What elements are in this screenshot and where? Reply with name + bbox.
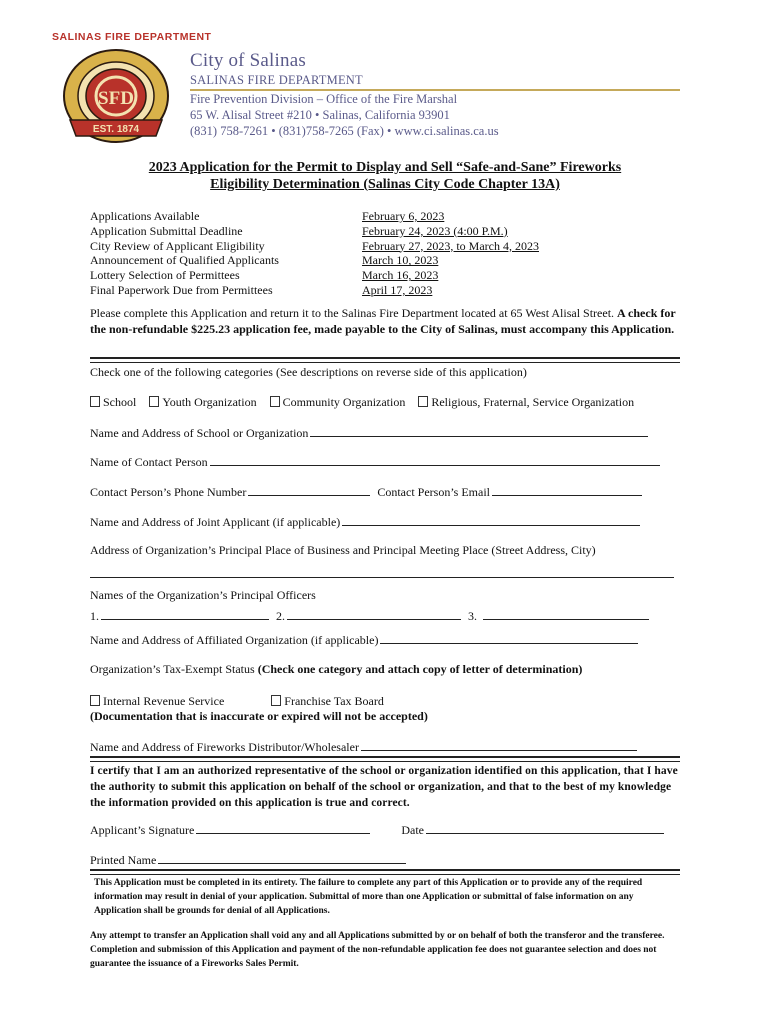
- instructions-fee-text: A check for the non-refundable $225.23 application fee, made payable to the City of Salinas, must accompany this Application.: [90, 306, 676, 336]
- department-name: SALINAS FIRE DEPARTMENT: [190, 72, 680, 91]
- tax-option-label: Internal Revenue Service: [103, 694, 225, 708]
- schedule-date: February 27, 2023, to March 4, 2023: [362, 238, 539, 253]
- address-line: 65 W. Alisal Street #210 • Salinas, California 93901: [190, 108, 450, 122]
- instructions-paragraph: [90, 305, 682, 337]
- date-label: Date: [401, 823, 424, 837]
- contact-line: (831) 758-7261 • (831)758-7265 (Fax) • www.ci.salinas.ca.us: [190, 124, 499, 138]
- principal-place-row: [90, 566, 690, 582]
- affiliated-label: Name and Address of Affiliated Organization (if applicable): [90, 633, 379, 647]
- tax-option-ftb[interactable]: [271, 694, 384, 708]
- category-option-religious[interactable]: [418, 395, 634, 409]
- email-label: Contact Person’s Email: [377, 485, 490, 499]
- schedule-date: March 16, 2023: [362, 268, 439, 283]
- section-divider: [90, 357, 680, 363]
- distributor-row: [90, 739, 690, 755]
- distributor-label: Name and Address of Fireworks Distributor/Wholesaler: [90, 740, 359, 754]
- checkbox[interactable]: [90, 695, 100, 706]
- checkbox[interactable]: [149, 396, 159, 407]
- officer-number: 1.: [90, 609, 99, 623]
- distributor-field[interactable]: [361, 739, 637, 751]
- org-name-row: [90, 425, 690, 441]
- checkbox[interactable]: [90, 396, 100, 407]
- title-line-2: Eligibility Determination (Salinas City Code Chapter 13A): [210, 177, 560, 192]
- schedule-date: March 10, 2023: [362, 253, 439, 268]
- notice-transfer: Any attempt to transfer an Application shall void any and all Applications submitted by or on behalf of both the transferor and the transferee. Completion and submission of this Application and payment of the non-refundable application fee does not guarantee selection and does not guarantee the issuance of a Fireworks Sales Permit.: [90, 931, 665, 969]
- schedule-label: Final Paperwork Due from Permittees: [90, 282, 273, 297]
- contact-name-field[interactable]: [210, 454, 660, 466]
- tax-status-instruction: (Check one category and attach copy of letter of determination): [257, 662, 583, 676]
- seal-bottom-text: EST. 1874: [92, 124, 140, 135]
- signature-row: [90, 822, 690, 838]
- seal-monogram: SFD: [98, 88, 134, 109]
- schedule-label: Lottery Selection of Permittees: [90, 268, 240, 283]
- division-line: Fire Prevention Division – Office of the Fire Marshal: [190, 92, 458, 106]
- schedule-date: February 24, 2023 (4:00 P.M.): [362, 223, 508, 238]
- checkbox[interactable]: [418, 396, 428, 407]
- principal-place-field[interactable]: [90, 566, 674, 578]
- notice-completion: This Application must be completed in its entirety. The failure to complete any part of this Application or to provide any of the required information may result in denial of your application. Submittal of more than one Application or submittal of false information on any Application shall be grounds for denial of all Applications.: [94, 878, 643, 916]
- schedule-label: City Review of Applicant Eligibility: [90, 238, 265, 253]
- letterhead: [190, 50, 680, 139]
- principal-place-label: Address of Organization’s Principal Place of Business and Principal Meeting Place (Street Address, City): [90, 543, 596, 557]
- schedule-date: February 6, 2023: [362, 209, 445, 223]
- schedule-label: Applications Available: [90, 209, 200, 223]
- category-option-youth[interactable]: [149, 395, 256, 409]
- schedule-row: [90, 239, 680, 254]
- schedule-row: [90, 268, 680, 283]
- printed-name-label: Printed Name: [90, 853, 157, 867]
- email-field[interactable]: [492, 484, 642, 496]
- contact-row: [90, 454, 690, 470]
- schedule-label: Announcement of Qualified Applicants: [90, 253, 279, 268]
- org-name-field[interactable]: [310, 425, 648, 437]
- affiliated-field[interactable]: [380, 632, 638, 644]
- category-label: Religious, Fraternal, Service Organization: [431, 395, 635, 409]
- schedule-table: [90, 209, 680, 298]
- officer-3-field[interactable]: [483, 608, 649, 620]
- seal-top-text: SALINAS FIRE DEPARTMENT: [52, 31, 212, 43]
- schedule-row: [90, 209, 680, 224]
- officer-2-field[interactable]: [287, 608, 461, 620]
- tax-status-row: [90, 662, 690, 677]
- tax-note: (Documentation that is inaccurate or expired will not be accepted): [90, 709, 428, 723]
- category-option-school[interactable]: [90, 395, 136, 409]
- tax-option-label: Franchise Tax Board: [284, 694, 384, 708]
- category-label: Youth Organization: [162, 395, 257, 409]
- joint-applicant-row: [90, 514, 690, 530]
- section-divider: [90, 756, 680, 762]
- officers-row: [90, 608, 690, 624]
- page-title: [90, 159, 680, 193]
- category-prompt: Check one of the following categories (See descriptions on reverse side of this application): [90, 365, 527, 379]
- officer-1-field[interactable]: [101, 608, 269, 620]
- schedule-row: [90, 253, 680, 268]
- category-label: Community Organization: [282, 395, 406, 409]
- officer-number: 2.: [276, 609, 285, 623]
- date-field[interactable]: [426, 822, 664, 834]
- category-label: School: [103, 395, 137, 409]
- tax-options: [90, 694, 690, 709]
- joint-applicant-field[interactable]: [342, 514, 640, 526]
- category-options: [90, 395, 690, 410]
- title-line-1: 2023 Application for the Permit to Display and Sell “Safe-and-Sane” Fireworks: [148, 160, 622, 175]
- tax-option-irs[interactable]: [90, 694, 224, 708]
- officer-number: 3.: [468, 609, 477, 623]
- officers-label: Names of the Organization’s Principal Officers: [90, 588, 316, 602]
- joint-applicant-label: Name and Address of Joint Applicant (if applicable): [90, 515, 341, 529]
- org-name-label: Name and Address of School or Organization: [90, 426, 309, 440]
- fire-department-seal-icon: [52, 31, 212, 148]
- schedule-label: Application Submittal Deadline: [90, 223, 243, 238]
- contact-label: Name of Contact Person: [90, 455, 208, 469]
- category-option-community[interactable]: [270, 395, 406, 409]
- signature-label: Applicant’s Signature: [90, 823, 195, 837]
- printed-name-field[interactable]: [158, 852, 406, 864]
- schedule-row: [90, 283, 680, 298]
- section-divider: [90, 869, 680, 875]
- certification-statement: I certify that I am an authorized representative of the school or organization identified on this application, that I have the authority to submit this application on behalf of the school or organization, and that to the best of my knowledge the information provided on this application is true and correct.: [90, 765, 678, 809]
- affiliated-row: [90, 632, 690, 648]
- phone-field[interactable]: [248, 484, 370, 496]
- printed-name-row: [90, 852, 690, 868]
- checkbox[interactable]: [271, 695, 281, 706]
- city-name: City of Salinas: [190, 50, 306, 71]
- instructions-text: Please complete this Application and return it to the Salinas Fire Department located at 65 West Alisal Street.: [90, 306, 615, 320]
- checkbox[interactable]: [270, 396, 280, 407]
- signature-field[interactable]: [196, 822, 370, 834]
- phone-email-row: [90, 484, 690, 500]
- tax-status-label: Organization’s Tax-Exempt Status: [90, 662, 255, 676]
- schedule-date: April 17, 2023: [362, 282, 433, 297]
- phone-label: Contact Person’s Phone Number: [90, 485, 247, 499]
- schedule-row: [90, 224, 680, 239]
